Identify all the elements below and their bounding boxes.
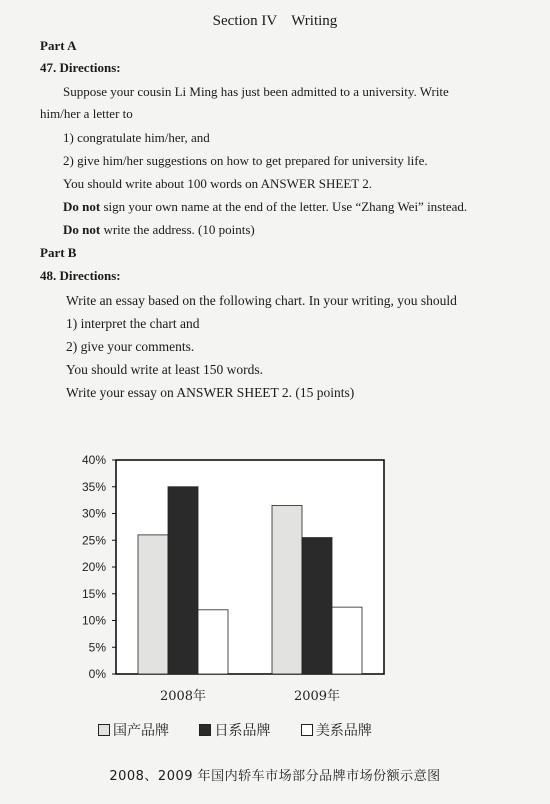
y-tick-label: 25% — [81, 533, 106, 548]
do-not-address-text: write the address. (10 points) — [100, 222, 255, 237]
part-b-item-1: 1) interpret the chart and — [66, 316, 200, 331]
chart-caption: 2008、2009 年国内轿车市场部分品牌市场份额示意图 — [109, 769, 441, 784]
part-b-line-1: Write an essay based on the following chart. In your writing, you should — [66, 293, 457, 308]
part-a-do-not-address — [63, 222, 255, 238]
bar-domestic-0 — [138, 535, 168, 674]
part-a-line-2: him/her a letter to — [40, 106, 133, 121]
bar-japanese-0 — [168, 487, 198, 674]
y-tick-label: 20% — [81, 560, 106, 574]
question-47-number: 47. — [40, 60, 57, 75]
part-b-heading: Part B — [40, 245, 77, 260]
do-not-label: Do not — [63, 222, 101, 237]
bar-domestic-1 — [272, 505, 302, 674]
part-b-answer-sheet: Write your essay on ANSWER SHEET 2. (15 points) — [66, 385, 355, 400]
part-a-line-1: Suppose your cousin Li Ming has just been admitted to a university. Write — [63, 84, 449, 99]
bar-american-1 — [332, 607, 362, 674]
bar-japanese-1 — [302, 538, 332, 674]
question-48-number: 48. — [40, 268, 57, 283]
part-a-item-1: 1) congratulate him/her, and — [63, 130, 210, 145]
legend-item-japanese — [199, 720, 270, 740]
legend-item-american — [301, 720, 372, 740]
part-b-directions-heading — [40, 268, 121, 284]
bar-chart — [62, 448, 402, 713]
legend-swatch-american — [301, 724, 313, 736]
legend-swatch-japanese — [199, 724, 211, 736]
y-tick-label: 30% — [81, 506, 106, 521]
legend-label-japanese: 日系品牌 — [214, 723, 271, 739]
part-a-word-count: You should write about 100 words on ANSWER SHEET 2. — [63, 176, 373, 191]
section-title-number: Section IV — [212, 13, 278, 29]
y-tick-label: 5% — [88, 640, 106, 655]
do-not-label: Do not — [63, 199, 101, 214]
section-title — [0, 13, 550, 30]
x-tick-label: 2009年 — [293, 689, 341, 704]
y-tick-label: 40% — [81, 453, 106, 467]
bar-chart-svg — [62, 448, 402, 713]
legend-label-domestic: 国产品牌 — [113, 723, 169, 739]
part-a-item-2: 2) give him/her suggestions on how to get prepared for university life. — [63, 153, 428, 168]
y-tick-label: 15% — [81, 586, 106, 601]
part-b-word-count: You should write at least 150 words. — [66, 362, 263, 377]
part-b-directions-label: Directions: — [59, 268, 121, 283]
section-title-name: Writing — [291, 13, 338, 29]
y-tick-label: 35% — [81, 479, 106, 494]
legend-label-american: 美系品牌 — [315, 723, 372, 739]
chart-legend — [98, 720, 398, 740]
part-a-directions-label: Directions: — [59, 60, 121, 75]
part-a-heading: Part A — [40, 38, 77, 53]
legend-swatch-domestic — [98, 724, 110, 736]
legend-item-domestic — [98, 720, 169, 740]
part-b-item-2: 2) give your comments. — [66, 339, 195, 354]
bar-american-0 — [198, 610, 228, 674]
y-tick-label: 0% — [88, 667, 106, 681]
part-a-do-not-sign — [63, 199, 467, 215]
part-a-directions-heading — [40, 60, 121, 76]
x-tick-label: 2008年 — [159, 689, 207, 704]
y-tick-label: 10% — [81, 613, 106, 628]
do-not-sign-text: sign your own name at the end of the letter. Use “Zhang Wei” instead. — [100, 199, 468, 214]
